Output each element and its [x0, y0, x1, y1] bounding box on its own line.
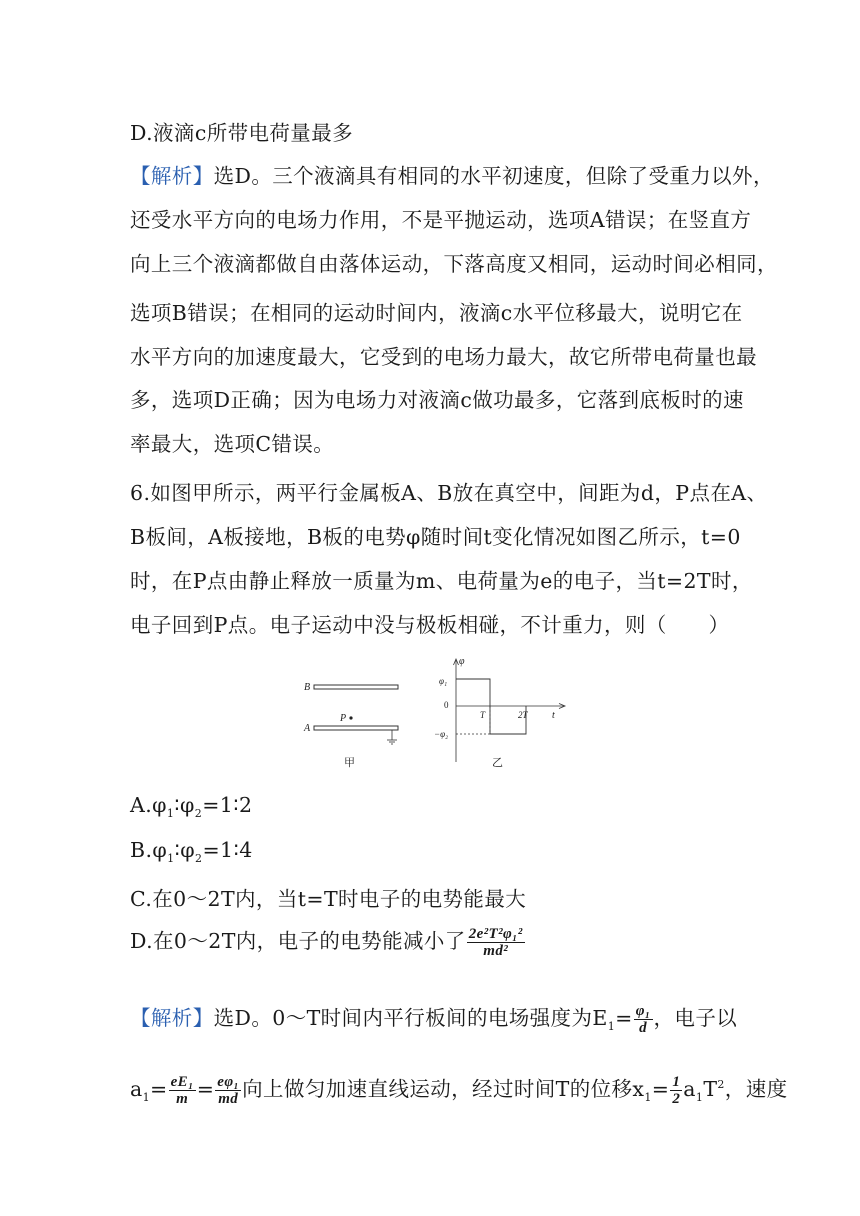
point-p	[349, 716, 352, 719]
phi1-label: φ₁	[439, 676, 448, 686]
analysis-line-4: 选项B错误；在相同的运动时间内，液滴c水平位移最大，说明它在	[130, 301, 743, 325]
question-figure	[294, 654, 570, 776]
figure-jia	[303, 682, 398, 769]
phi1-segment	[456, 679, 490, 706]
figure-yi	[434, 656, 565, 769]
analysis-line-5: 水平方向的加速度最大，它受到的电场力最大，故它所带电荷量也最	[130, 345, 757, 369]
question-line-1: 6.如图甲所示，两平行金属板A、B放在真空中，间距为d，P点在A、	[130, 481, 768, 505]
point-p-label: P	[340, 713, 347, 724]
option-d: D.在0～2T内，电子的电势能减小了 $\frac{\text{2e²T²φ₁²}}{\text{md²}}$	[130, 926, 523, 959]
analysis-tag: 【解析】	[130, 164, 214, 188]
plate-b-label: B	[304, 682, 311, 693]
analysis2-line-1: 【解析】选D。0～T时间内平行板间的电场强度为$E_1=$ $\frac{\text{φ₁}}{d}$ ，电子以	[130, 1003, 738, 1036]
option-b: $B.\varphi_1∶\varphi_2=1∶4$	[130, 838, 253, 866]
option-c: C.在0～2T内，当t=T时电子的电势能最大	[130, 887, 527, 911]
ground-symbol	[387, 730, 397, 744]
question-line-4: 电子回到P点。电子运动中没与极板相碰，不计重力，则（ ）	[130, 613, 730, 637]
question-line-2: B板间，A板接地，B板的电势φ随时间t变化情况如图乙所示，t=0	[130, 525, 741, 549]
analysis-line-2: 还受水平方向的电场力作用，不是平抛运动，选项A错误；在竖直方	[130, 208, 752, 232]
t2-tick-label: 2T	[518, 710, 528, 720]
question-line-3: 时，在P点由静止释放一质量为m、电荷量为e的电子，当t=2T时，	[130, 569, 753, 593]
analysis-line-6: 多，选项D正确；因为电场力对液滴c做功最多，它落到底板时的速	[130, 388, 744, 412]
analysis-line-7: 率最大，选项C错误。	[130, 432, 335, 456]
t-axis-label: t	[552, 710, 555, 721]
plate-a	[314, 726, 398, 730]
t-tick-label: T	[480, 710, 486, 720]
analysis-line-1	[130, 159, 774, 189]
plate-b	[314, 685, 398, 689]
neg-phi2-label: −φ₂	[434, 729, 449, 739]
caption-yi: 乙	[492, 757, 503, 769]
line-option-d-prev: D.液滴c所带电荷量最多	[130, 121, 354, 145]
option-a: $A.\varphi_1∶\varphi_2=1∶2$	[130, 793, 253, 821]
caption-jia: 甲	[344, 757, 355, 769]
phi-axis-label: φ	[459, 656, 465, 667]
analysis2-tag: 【解析】	[130, 1006, 214, 1030]
fraction-energy: $\frac{\text{2e²T²φ₁²}}{\text{md²}}$	[468, 926, 523, 959]
analysis2-line-2: $a_1=$ $\frac{\text{eE₁}}{m}$ = $\frac{\text{eφ₁}}{md}$ 向上做匀加速直线运动，经过时间T的位移$x_1=$ $\frac{1}{2}$ $a_1T^2$，速度	[130, 1074, 788, 1107]
plate-a-label: A	[304, 723, 311, 734]
zero-label: 0	[444, 700, 449, 710]
analysis-line-3: 向上三个液滴都做自由落体运动，下落高度又相同，运动时间必相同，	[130, 252, 778, 276]
analysis-text: 选D。三个液滴具有相同的水平初速度，但除了受重力以外，	[213, 164, 774, 188]
